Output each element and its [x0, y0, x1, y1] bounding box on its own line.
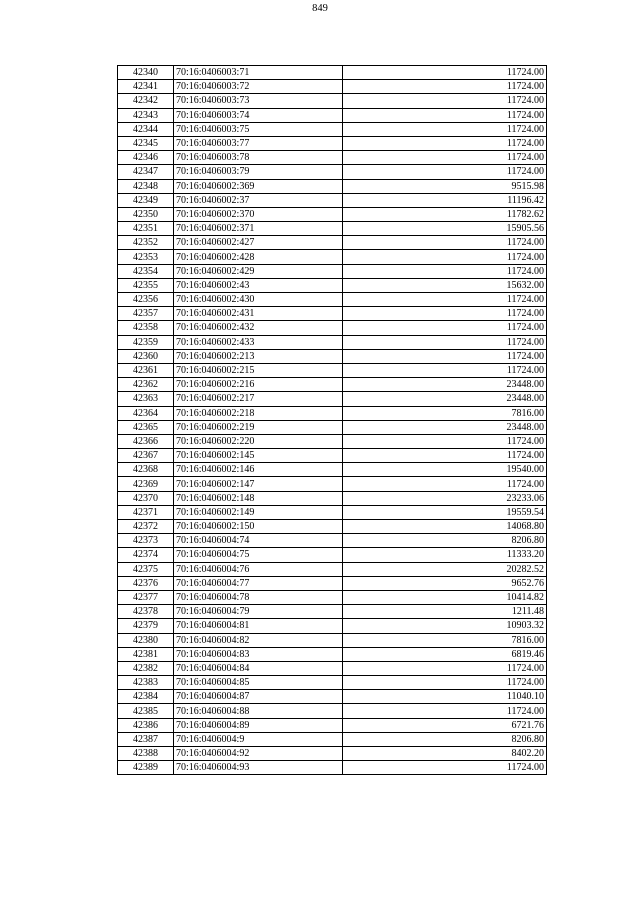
table-row: [118, 704, 547, 718]
value-cell: 11724.00: [343, 250, 547, 264]
cadastral-number-cell: 70:16:0406002:145: [174, 449, 343, 463]
value-cell: 11724.00: [343, 321, 547, 335]
row-number-cell: 42388: [118, 747, 174, 761]
table-row: [118, 434, 547, 448]
table-row: [118, 605, 547, 619]
cadastral-number-cell: 70:16:0406003:71: [174, 66, 343, 80]
row-number-cell: 42345: [118, 136, 174, 150]
cadastral-number-cell: 70:16:0406004:85: [174, 676, 343, 690]
value-cell: 1211.48: [343, 605, 547, 619]
table-row: [118, 264, 547, 278]
cadastral-number-cell: 70:16:0406003:74: [174, 108, 343, 122]
page-number: 849: [312, 3, 328, 14]
cadastral-number-cell: 70:16:0406002:37: [174, 193, 343, 207]
table-row: [118, 136, 547, 150]
table-row: [118, 576, 547, 590]
row-number-cell: 42386: [118, 718, 174, 732]
table-row: [118, 463, 547, 477]
cadastral-number-cell: 70:16:0406002:147: [174, 477, 343, 491]
row-number-cell: 42381: [118, 647, 174, 661]
table-row: [118, 321, 547, 335]
table-row: [118, 520, 547, 534]
row-number-cell: 42372: [118, 520, 174, 534]
row-number-cell: 42365: [118, 420, 174, 434]
table-row: [118, 363, 547, 377]
cadastral-number-cell: 70:16:0406003:72: [174, 80, 343, 94]
table-row: [118, 108, 547, 122]
table-row: [118, 732, 547, 746]
cadastral-number-cell: 70:16:0406003:75: [174, 122, 343, 136]
value-cell: 11333.20: [343, 548, 547, 562]
value-cell: 11724.00: [343, 307, 547, 321]
table-row: [118, 619, 547, 633]
row-number-cell: 42369: [118, 477, 174, 491]
row-number-cell: 42387: [118, 732, 174, 746]
value-cell: 14068.80: [343, 520, 547, 534]
cadastral-number-cell: 70:16:0406002:215: [174, 363, 343, 377]
cadastral-number-cell: 70:16:0406002:213: [174, 349, 343, 363]
cadastral-number-cell: 70:16:0406004:87: [174, 690, 343, 704]
cadastral-number-cell: 70:16:0406002:427: [174, 236, 343, 250]
cadastral-number-cell: 70:16:0406002:433: [174, 335, 343, 349]
table-row: [118, 747, 547, 761]
value-cell: 19559.54: [343, 505, 547, 519]
row-number-cell: 42377: [118, 590, 174, 604]
row-number-cell: 42375: [118, 562, 174, 576]
cadastral-number-cell: 70:16:0406003:73: [174, 94, 343, 108]
value-cell: 19540.00: [343, 463, 547, 477]
value-cell: 11724.00: [343, 335, 547, 349]
cadastral-number-cell: 70:16:0406004:84: [174, 661, 343, 675]
value-cell: 11724.00: [343, 122, 547, 136]
table-row: [118, 207, 547, 221]
value-cell: 11724.00: [343, 349, 547, 363]
table-row: [118, 406, 547, 420]
row-number-cell: 42371: [118, 505, 174, 519]
value-cell: 23448.00: [343, 392, 547, 406]
row-number-cell: 42358: [118, 321, 174, 335]
table-row: [118, 505, 547, 519]
row-number-cell: 42350: [118, 207, 174, 221]
cadastral-number-cell: 70:16:0406003:77: [174, 136, 343, 150]
table-row: [118, 335, 547, 349]
value-cell: 11724.00: [343, 264, 547, 278]
value-cell: 11196.42: [343, 193, 547, 207]
cadastral-number-cell: 70:16:0406002:429: [174, 264, 343, 278]
value-cell: 11724.00: [343, 94, 547, 108]
row-number-cell: 42362: [118, 378, 174, 392]
row-number-cell: 42347: [118, 165, 174, 179]
table-row: [118, 278, 547, 292]
value-cell: 6721.76: [343, 718, 547, 732]
row-number-cell: 42363: [118, 392, 174, 406]
row-number-cell: 42349: [118, 193, 174, 207]
value-cell: 6819.46: [343, 647, 547, 661]
row-number-cell: 42380: [118, 633, 174, 647]
cadastral-number-cell: 70:16:0406003:78: [174, 151, 343, 165]
cadastral-number-cell: 70:16:0406004:88: [174, 704, 343, 718]
table-row: [118, 193, 547, 207]
table-row: [118, 661, 547, 675]
cadastral-number-cell: 70:16:0406002:149: [174, 505, 343, 519]
value-cell: 11724.00: [343, 165, 547, 179]
cadastral-number-cell: 70:16:0406002:432: [174, 321, 343, 335]
value-cell: 23448.00: [343, 378, 547, 392]
table-row: [118, 66, 547, 80]
value-cell: 23233.06: [343, 491, 547, 505]
row-number-cell: 42373: [118, 534, 174, 548]
value-cell: 11724.00: [343, 434, 547, 448]
row-number-cell: 42360: [118, 349, 174, 363]
row-number-cell: 42376: [118, 576, 174, 590]
table-row: [118, 590, 547, 604]
row-number-cell: 42367: [118, 449, 174, 463]
cadastral-number-cell: 70:16:0406004:78: [174, 590, 343, 604]
value-cell: 11724.00: [343, 66, 547, 80]
cadastral-number-cell: 70:16:0406002:428: [174, 250, 343, 264]
row-number-cell: 42361: [118, 363, 174, 377]
table-row: [118, 222, 547, 236]
row-number-cell: 42353: [118, 250, 174, 264]
cadastral-number-cell: 70:16:0406004:93: [174, 761, 343, 775]
table-row: [118, 449, 547, 463]
cadastral-number-cell: 70:16:0406004:89: [174, 718, 343, 732]
cadastral-number-cell: 70:16:0406002:431: [174, 307, 343, 321]
row-number-cell: 42389: [118, 761, 174, 775]
value-cell: 9652.76: [343, 576, 547, 590]
cadastral-number-cell: 70:16:0406004:81: [174, 619, 343, 633]
table-body: [118, 66, 547, 775]
value-cell: 15632.00: [343, 278, 547, 292]
row-number-cell: 42354: [118, 264, 174, 278]
table-row: [118, 80, 547, 94]
value-cell: 11724.00: [343, 761, 547, 775]
table-row: [118, 94, 547, 108]
table-row: [118, 307, 547, 321]
value-cell: 11724.00: [343, 477, 547, 491]
row-number-cell: 42344: [118, 122, 174, 136]
table-row: [118, 392, 547, 406]
value-cell: 11782.62: [343, 207, 547, 221]
cadastral-number-cell: 70:16:0406002:218: [174, 406, 343, 420]
cadastral-number-cell: 70:16:0406004:75: [174, 548, 343, 562]
cadastral-number-cell: 70:16:0406004:9: [174, 732, 343, 746]
table-row: [118, 378, 547, 392]
value-cell: 23448.00: [343, 420, 547, 434]
value-cell: 11724.00: [343, 136, 547, 150]
value-cell: 8206.80: [343, 732, 547, 746]
row-number-cell: 42348: [118, 179, 174, 193]
row-number-cell: 42385: [118, 704, 174, 718]
table-row: [118, 420, 547, 434]
value-cell: 11724.00: [343, 80, 547, 94]
row-number-cell: 42368: [118, 463, 174, 477]
table-row: [118, 293, 547, 307]
cadastral-number-cell: 70:16:0406002:146: [174, 463, 343, 477]
table-row: [118, 562, 547, 576]
value-cell: 15905.56: [343, 222, 547, 236]
value-cell: 10414.82: [343, 590, 547, 604]
cadastral-number-cell: 70:16:0406002:220: [174, 434, 343, 448]
table-row: [118, 179, 547, 193]
value-cell: 7816.00: [343, 633, 547, 647]
cadastral-number-cell: 70:16:0406004:82: [174, 633, 343, 647]
value-cell: 11040.10: [343, 690, 547, 704]
table-row: [118, 477, 547, 491]
cadastral-number-cell: 70:16:0406004:79: [174, 605, 343, 619]
value-cell: 11724.00: [343, 704, 547, 718]
row-number-cell: 42352: [118, 236, 174, 250]
row-number-cell: 42359: [118, 335, 174, 349]
table-row: [118, 122, 547, 136]
cadastral-number-cell: 70:16:0406002:148: [174, 491, 343, 505]
row-number-cell: 42351: [118, 222, 174, 236]
row-number-cell: 42379: [118, 619, 174, 633]
row-number-cell: 42370: [118, 491, 174, 505]
cadastral-number-cell: 70:16:0406004:92: [174, 747, 343, 761]
table-row: [118, 491, 547, 505]
row-number-cell: 42356: [118, 293, 174, 307]
value-cell: 11724.00: [343, 449, 547, 463]
value-cell: 11724.00: [343, 108, 547, 122]
row-number-cell: 42378: [118, 605, 174, 619]
row-number-cell: 42342: [118, 94, 174, 108]
value-cell: 11724.00: [343, 363, 547, 377]
row-number-cell: 42382: [118, 661, 174, 675]
table-row: [118, 718, 547, 732]
row-number-cell: 42341: [118, 80, 174, 94]
cadastral-number-cell: 70:16:0406002:216: [174, 378, 343, 392]
cadastral-number-cell: 70:16:0406004:76: [174, 562, 343, 576]
row-number-cell: 42343: [118, 108, 174, 122]
cadastral-number-cell: 70:16:0406002:150: [174, 520, 343, 534]
cadastral-number-cell: 70:16:0406003:79: [174, 165, 343, 179]
table-row: [118, 165, 547, 179]
cadastral-number-cell: 70:16:0406004:77: [174, 576, 343, 590]
table-row: [118, 761, 547, 775]
cadastral-number-cell: 70:16:0406002:370: [174, 207, 343, 221]
value-cell: 11724.00: [343, 676, 547, 690]
cadastral-number-cell: 70:16:0406004:83: [174, 647, 343, 661]
cadastral-number-cell: 70:16:0406002:43: [174, 278, 343, 292]
cadastral-number-cell: 70:16:0406002:371: [174, 222, 343, 236]
table-row: [118, 647, 547, 661]
row-number-cell: 42346: [118, 151, 174, 165]
cadastral-number-cell: 70:16:0406002:369: [174, 179, 343, 193]
row-number-cell: 42355: [118, 278, 174, 292]
table-row: [118, 676, 547, 690]
cadastral-number-cell: 70:16:0406004:74: [174, 534, 343, 548]
table-row: [118, 534, 547, 548]
value-cell: 9515.98: [343, 179, 547, 193]
table-row: [118, 151, 547, 165]
value-cell: 8402.20: [343, 747, 547, 761]
cadastral-number-cell: 70:16:0406002:217: [174, 392, 343, 406]
table-row: [118, 690, 547, 704]
value-cell: 8206.80: [343, 534, 547, 548]
row-number-cell: 42383: [118, 676, 174, 690]
row-number-cell: 42384: [118, 690, 174, 704]
row-number-cell: 42357: [118, 307, 174, 321]
cadastral-number-cell: 70:16:0406002:430: [174, 293, 343, 307]
row-number-cell: 42340: [118, 66, 174, 80]
value-cell: 20282.52: [343, 562, 547, 576]
table-row: [118, 633, 547, 647]
row-number-cell: 42364: [118, 406, 174, 420]
table-row: [118, 349, 547, 363]
value-cell: 11724.00: [343, 236, 547, 250]
cadastral-value-table: [117, 65, 547, 775]
value-cell: 11724.00: [343, 293, 547, 307]
row-number-cell: 42366: [118, 434, 174, 448]
value-cell: 11724.00: [343, 151, 547, 165]
value-cell: 10903.32: [343, 619, 547, 633]
table-row: [118, 236, 547, 250]
table-row: [118, 548, 547, 562]
cadastral-number-cell: 70:16:0406002:219: [174, 420, 343, 434]
table-row: [118, 250, 547, 264]
value-cell: 7816.00: [343, 406, 547, 420]
value-cell: 11724.00: [343, 661, 547, 675]
row-number-cell: 42374: [118, 548, 174, 562]
